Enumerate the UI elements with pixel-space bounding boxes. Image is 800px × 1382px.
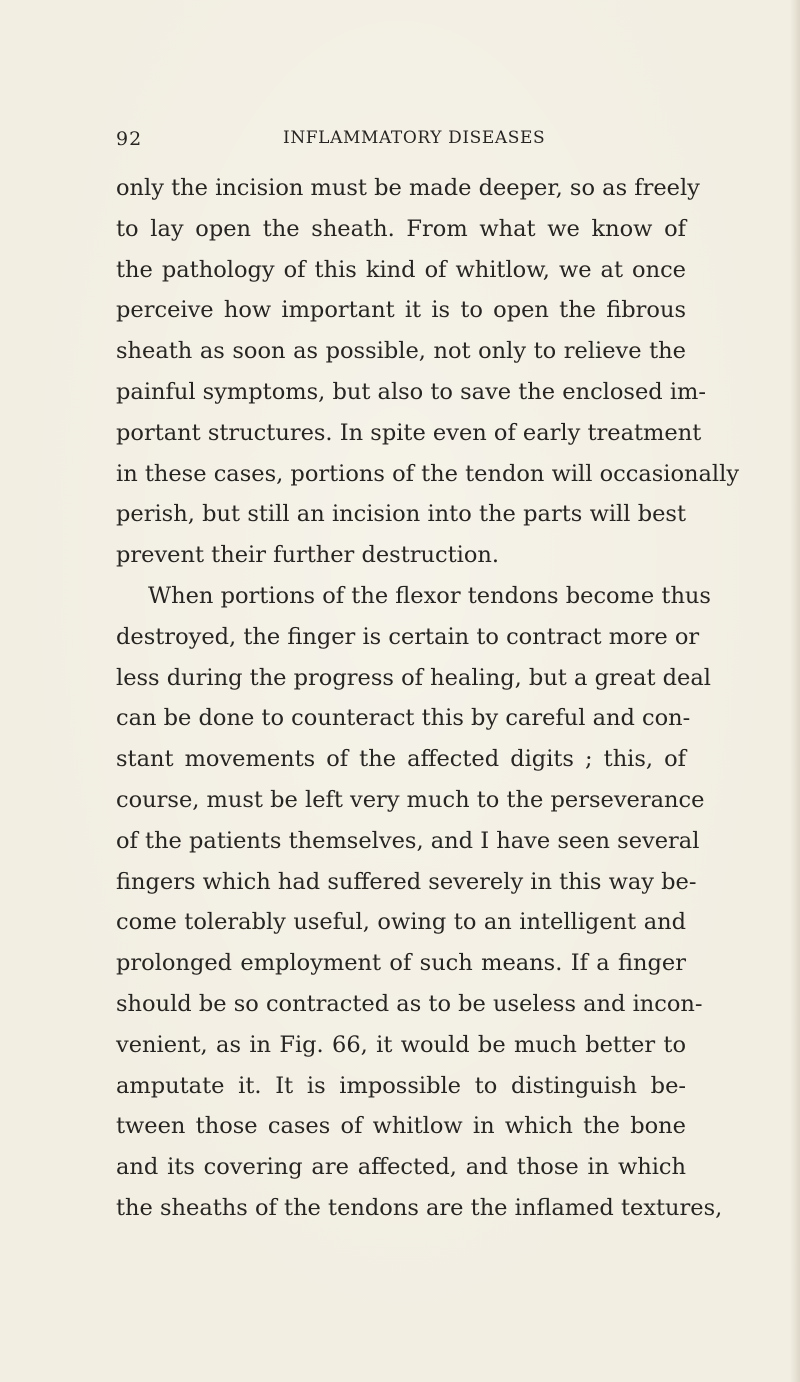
text-line: only the incision must be made deeper, so as freely [116, 175, 700, 201]
text-line: painful symptoms, but also to save the enclosed im- [116, 378, 706, 405]
text-line: perceive how important it is to open the fibrous [116, 297, 686, 324]
text-line: prolonged employment of such means. If a finger [116, 950, 686, 977]
text-line: come tolerably useful, owing to an intelligent and [116, 909, 686, 936]
text-line: in these cases, portions of the tendon will occasionally [116, 460, 740, 487]
text-line: can be done to counteract this by careful and con- [116, 705, 691, 732]
text-line: should be so contracted as to be useless and incon- [116, 990, 703, 1017]
running-title: INFLAMMATORY DISEASES [283, 128, 546, 148]
running-header [116, 128, 686, 158]
text-line: stant movements of the affected digits ; this, of [116, 746, 686, 773]
text-line: tween those cases of whitlow in which the bone [116, 1113, 686, 1140]
page-number: 92 [116, 128, 143, 150]
text-line: the pathology of this kind of whitlow, we at once [116, 256, 686, 283]
text-line: venient, as in Fig. 66, it would be much better to [116, 1031, 686, 1058]
text-line: sheath as soon as possible, not only to relieve the [116, 338, 686, 365]
text-line: destroyed, the finger is certain to contract more or [116, 623, 700, 650]
text-line: perish, but still an incision into the parts will best [116, 501, 686, 528]
text-line: amputate it. It is impossible to distinguish be- [116, 1072, 686, 1099]
text-line: course, must be left very much to the perseverance [116, 786, 705, 813]
text-line: portant structures. In spite even of early treatment [116, 419, 702, 446]
text-line: fingers which had suffered severely in this way be- [116, 868, 697, 895]
text-line: When portions of the flexor tendons become thus [148, 582, 711, 609]
text-line: of the patients themselves, and I have seen several [116, 827, 700, 854]
text-line: the sheaths of the tendons are the inflamed textures, [116, 1194, 723, 1221]
body-text [116, 168, 740, 1229]
text-line: prevent their further destruction. [116, 542, 500, 569]
text-line: less during the progress of healing, but a great deal [116, 664, 711, 691]
text-line: and its covering are affected, and those in which [116, 1154, 686, 1181]
page-edge-shadow [790, 0, 800, 1382]
text-line: to lay open the sheath. From what we know of [116, 215, 686, 242]
